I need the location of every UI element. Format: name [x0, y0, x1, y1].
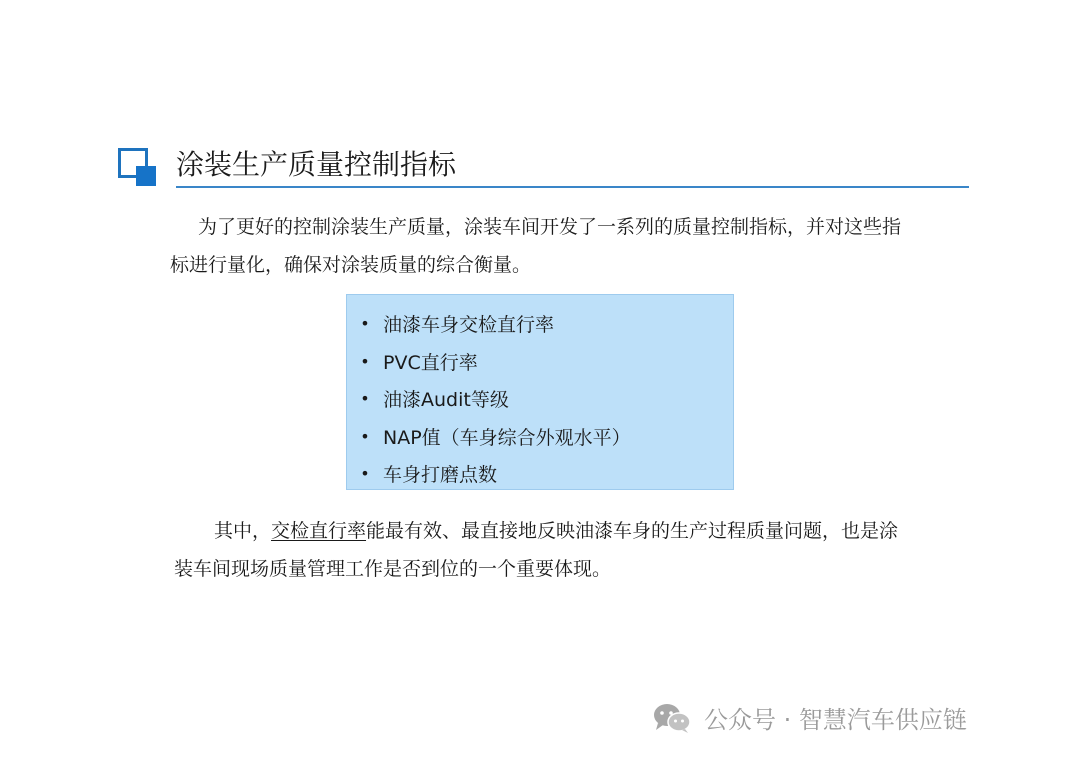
conclusion-line-1 — [170, 512, 970, 550]
watermark — [652, 700, 967, 735]
wechat-icon — [652, 702, 692, 734]
list-item — [347, 343, 733, 381]
intro-line-1: 为了更好的控制涂装生产质量，涂装车间开发了一系列的质量控制指标，并对这些指 — [198, 216, 902, 238]
bullet-icon: • — [360, 389, 370, 409]
intro-line-2: 标进行量化，确保对涂装质量的综合衡量。 — [170, 254, 532, 276]
title-square-fill — [136, 166, 156, 186]
watermark-text: 公众号 · 智慧汽车供应链 — [704, 706, 967, 734]
intro-paragraph — [170, 208, 970, 284]
conclusion-prefix: 其中， — [214, 520, 272, 542]
page-title: 涂装生产质量控制指标 — [176, 148, 457, 181]
indicator-label: 车身打磨点数 — [383, 464, 498, 487]
list-item — [347, 418, 733, 456]
indicator-list-box — [346, 294, 734, 490]
indicator-label: 油漆Audit等级 — [383, 389, 509, 412]
list-item — [347, 380, 733, 418]
indicator-label: PVC直行率 — [383, 351, 478, 374]
conclusion-line-1-rest: 能最有效、最直接地反映油漆车身的生产过程质量问题，也是涂 — [366, 520, 899, 542]
bullet-icon: • — [360, 426, 370, 446]
title-divider — [176, 186, 969, 188]
bullet-icon: • — [360, 351, 370, 371]
list-item — [347, 455, 733, 493]
title-square-icon — [118, 148, 158, 188]
conclusion-line-2: 装车间现场质量管理工作是否到位的一个重要体现。 — [174, 558, 612, 580]
bullet-icon: • — [360, 464, 370, 484]
list-item — [347, 305, 733, 343]
conclusion-emphasis: 交检直行率 — [271, 520, 367, 542]
bullet-icon: • — [360, 314, 370, 334]
indicator-label: NAP值（车身综合外观水平） — [383, 426, 631, 449]
conclusion-paragraph — [170, 512, 970, 588]
indicator-label: 油漆车身交检直行率 — [383, 314, 555, 337]
